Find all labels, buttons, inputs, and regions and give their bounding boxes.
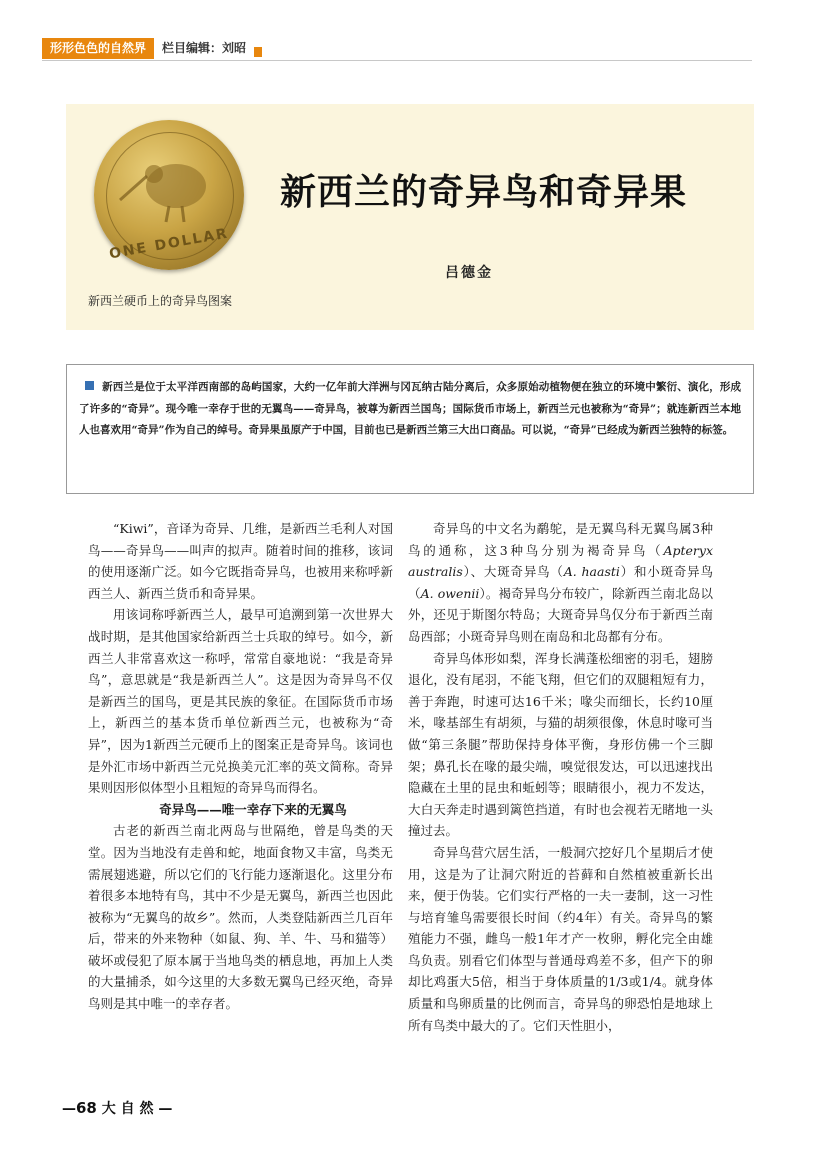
article-author: 吕德金 [445, 265, 493, 281]
scientific-name: Apteryx australis [408, 542, 713, 580]
scientific-name: A. owenii [420, 585, 480, 601]
page-number: 68 [76, 1099, 97, 1117]
paragraph: “Kiwi”，音译为奇异、几维，是新西兰毛利人对国鸟——奇异鸟——叫声的拟声。随着时间的推移，该词的使用逐渐广泛。如今它既指奇异鸟，也被用来称呼新西兰人、新西兰货币和奇异果。 [88, 521, 393, 601]
footer-dash: — [62, 1101, 76, 1117]
left-column [88, 518, 393, 1015]
text-run: ）、大斑奇异鸟（ [462, 564, 564, 580]
kiwi-coin-image [94, 120, 244, 270]
column-editor: 栏目编辑：刘昭 [162, 41, 247, 55]
paragraph: 奇异鸟营穴居生活，一般洞穴挖好几个星期后才使用，这是为了让洞穴附近的苔藓和自然植被重新长出来，便于伪装。它们实行严格的一夫一妻制，这一习性与培育雏鸟需要很长时间（约4年）有关。奇异鸟的繁殖能力不强，雌鸟一般1年才产一枚卵，孵化完全由雄鸟负责。别看它们体型与普通母鸡差不多，但产下的卵却比鸡蛋大5倍，相当于身体质量的1/3或1/4。就身体质量和鸟卵质量的比例而言，奇异鸟的卵恐怕是地球上所有鸟类中最大的了。它们天性胆小， [408, 844, 713, 1033]
editor-accent-mark [254, 47, 262, 57]
paragraph: 古老的新西兰南北两岛与世隔绝，曾是鸟类的天堂。因为当地没有走兽和蛇，地面食物又丰富，鸟类无需展翅逃避，所以它们的飞行能力逐渐退化。这里分布着很多本地特有鸟，其中不少是无翼鸟，新西兰也因此被称为“无翼鸟的故乡”。然而，人类登陆新西兰几百年后，带来的外来物种（如鼠、狗、羊、牛、马和猫等）破坏或侵犯了原本属于当地鸟类的栖息地，再加上人类的大量捕杀，如今这里的大多数无翼鸟已经灭绝，奇异鸟则是其中唯一的幸存者。 [88, 823, 393, 1012]
section-heading: 奇异鸟——唯一幸存下来的无翼鸟 [159, 801, 347, 817]
magazine-name: 大 自 然 [101, 1101, 154, 1117]
article-title: 新西兰的奇异鸟和奇异果 [280, 171, 688, 213]
page-footer [62, 1098, 172, 1118]
text-run: 奇异鸟的中文名为鹬鸵，是无翼鸟科无翼鸟属3种鸟的通称，这3种鸟分别为褐奇异鸟（ [408, 521, 713, 558]
coin-inscription: ONE DOLLAR [107, 225, 230, 263]
kiwi-bird-icon [114, 138, 224, 238]
header-divider [42, 60, 752, 61]
abstract-box [66, 364, 754, 494]
image-caption: 新西兰硬币上的奇异鸟图案 [88, 294, 233, 308]
scientific-name: A. haasti [563, 564, 620, 580]
right-column [408, 518, 713, 1036]
section-tag: 形形色色的自然界 [42, 38, 154, 59]
paragraph: 用该词称呼新西兰人，最早可追溯到第一次世界大战时期，是其他国家给新西兰士兵取的绰号。如今，新西兰人非常喜欢这一称呼，常常自豪地说：“我是奇异鸟”，意思就是“我是新西兰人”。这是因为奇异鸟不仅是新西兰的国鸟，更是其民族的象征。在国际货币市场上，新西兰的基本货币单位新西兰元，也被称为“奇异”，因为1新西兰元硬币上的图案正是奇异鸟。该词也是外汇市场中新西兰元兑换美元汇率的英文简称。奇异果则因形似体型小且粗短的奇异鸟而得名。 [88, 607, 393, 796]
abstract-text: 新西兰是位于太平洋西南部的岛屿国家，大约一亿年前大洋洲与冈瓦纳古陆分离后，众多原始动植物便在独立的环境中繁衍、演化，形成了许多的“奇异”。现今唯一幸存于世的无翼鸟——奇异鸟，被尊为新西兰国鸟；国际货币市场上，新西兰元也被称为“奇异”；就连新西兰本地人也喜欢用“奇异”作为自己的绰号。奇异果虽原产于中国，目前也已是新西兰第三大出口商品。可以说，“奇异”已经成为新西兰独特的标签。 [79, 381, 741, 436]
footer-dash: — [158, 1101, 173, 1117]
text-run: ）。褐奇异鸟分布较广，除新西兰南北岛以外，还见于斯图尔特岛；大斑奇异鸟仅分布于新西兰南岛西部；小斑奇异鸟则在南岛和北岛都有分布。 [408, 585, 713, 644]
text-run: ）和小斑奇异鸟（ [408, 564, 713, 601]
abstract-bullet-icon [85, 381, 94, 390]
paragraph [408, 518, 713, 648]
paragraph: 奇异鸟体形如梨，浑身长满蓬松细密的羽毛，翅膀退化，没有尾羽，不能飞翔，但它们的双腿粗短有力，善于奔跑，时速可达16千米；喙尖而细长，长约10厘米，喙基部生有胡须，与猫的胡须很像，休息时喙可当做“第三条腿”帮助保持身体平衡，身形仿佛一个三脚架；鼻孔长在喙的最尖端，嗅觉很发达，可以迅速找出隐藏在土里的昆虫和蚯蚓等；眼睛很小，视力不发达，大白天奔走时遇到篱笆挡道，有时也会视若无睹地一头撞过去。 [408, 650, 713, 839]
